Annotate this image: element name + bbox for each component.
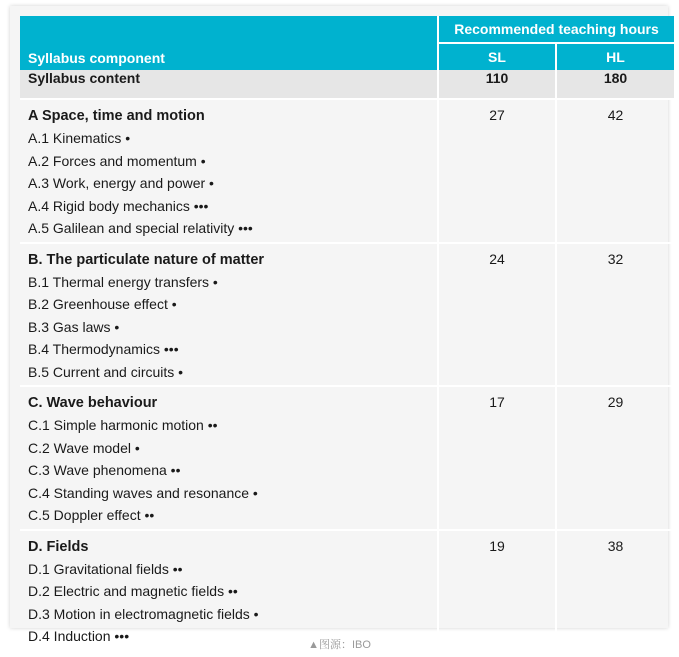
syllabus-table xyxy=(20,16,674,650)
header-syllabus-component: Syllabus component xyxy=(20,16,438,70)
topic-item: B.1 Thermal energy transfers • xyxy=(28,273,218,290)
section-a-sl-hours: 27 xyxy=(438,99,556,243)
section-row-d xyxy=(20,530,674,650)
section-row-c xyxy=(20,386,674,530)
topic-item: D.4 Induction ••• xyxy=(28,628,130,644)
header-recommended-hours: Recommended teaching hours xyxy=(438,16,674,43)
syllabus-content-label: Syllabus content xyxy=(20,70,438,99)
section-row-a xyxy=(20,99,674,243)
topic-item: C.5 Doppler effect •• xyxy=(28,507,155,523)
topic-item: B.2 Greenhouse effect • xyxy=(28,296,177,312)
topic-item: C.4 Standing waves and resonance • xyxy=(28,484,258,501)
topic-item: D.2 Electric and magnetic fields •• xyxy=(28,583,238,599)
topic-item: C.1 Simple harmonic motion •• xyxy=(28,417,218,433)
section-title-b: B. The particulate nature of matter xyxy=(28,251,265,268)
topic-item: A.5 Galilean and special relativity ••• xyxy=(28,220,253,236)
syllabus-content-sl: 110 xyxy=(438,70,556,99)
section-d-sl-hours: 19 xyxy=(438,530,556,650)
syllabus-table-frame xyxy=(10,6,668,644)
topic-item: A.4 Rigid body mechanics ••• xyxy=(28,197,209,214)
topic-item: C.3 Wave phenomena •• xyxy=(28,462,181,478)
section-title-a: A Space, time and motion xyxy=(28,108,205,124)
section-title-c: C. Wave behaviour xyxy=(28,395,158,411)
image-source-caption: ▲图源：IBO xyxy=(308,639,371,651)
section-a-hl-hours: 42 xyxy=(556,99,674,243)
topic-item: A.3 Work, energy and power • xyxy=(28,175,214,191)
header-sl: SL xyxy=(438,43,556,70)
topic-item: B.4 Thermodynamics ••• xyxy=(28,341,179,357)
section-title-d: D. Fields xyxy=(28,538,89,555)
section-b-hl-hours: 32 xyxy=(556,243,674,387)
topic-item: B.5 Current and circuits • xyxy=(28,363,184,380)
section-b-sl-hours: 24 xyxy=(438,243,556,387)
topic-item: A.1 Kinematics • xyxy=(28,130,131,146)
topic-item: D.3 Motion in electromagnetic fields • xyxy=(28,605,259,622)
syllabus-content-hl: 180 xyxy=(556,70,674,99)
topic-item: C.2 Wave model • xyxy=(28,439,140,456)
topic-item: B.3 Gas laws • xyxy=(28,318,120,335)
section-c-hl-hours: 29 xyxy=(556,386,674,530)
section-row-b xyxy=(20,243,674,387)
syllabus-content-row xyxy=(20,70,674,99)
header-hl: HL xyxy=(556,43,674,70)
section-d-hl-hours: 38 xyxy=(556,530,674,650)
section-c-sl-hours: 17 xyxy=(438,386,556,530)
topic-item: A.2 Forces and momentum • xyxy=(28,152,206,169)
topic-item: D.1 Gravitational fields •• xyxy=(28,560,183,577)
